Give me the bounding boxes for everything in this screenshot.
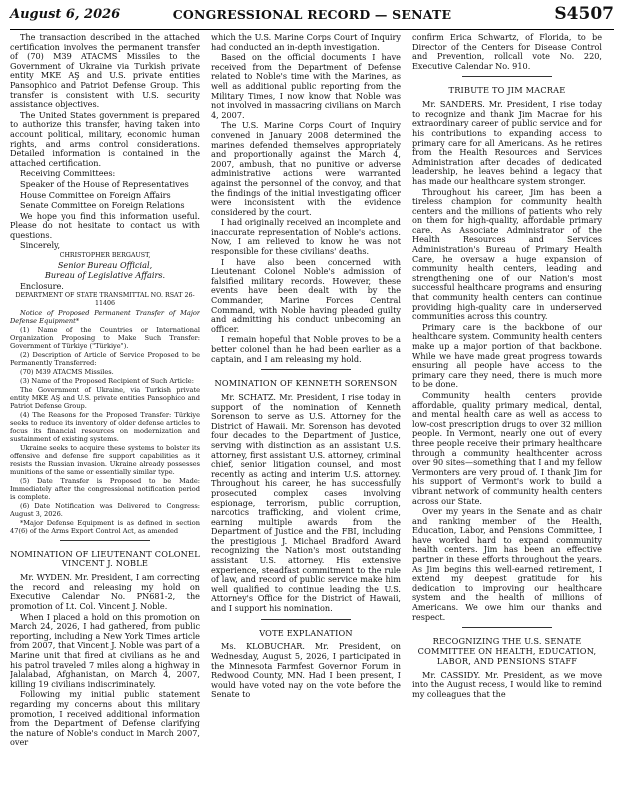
signature-name: CHRISTOPHER BERGAUST,: [59, 252, 151, 260]
notice-footnote: *Major Defense Equipment is as defined in section 47(6) of the Arms Export Control Act, as amended: [10, 518, 200, 535]
body-columns: [10, 33, 614, 798]
paragraph: Primary care is the backbone of our healthcare system. Community health centers make up a major portion of that backbone. While we have made great progress towards ensuring all people have access to the primary care they need, there is much more to be done.: [412, 321, 602, 390]
paragraph: Enclosure.: [20, 280, 64, 291]
section-divider: [60, 540, 150, 541]
committee-item: House Committee on Foreign Affairs: [20, 189, 171, 200]
paragraph: I have also been concerned with Lieutenant Colonel Noble's admission of falsified military records. However, these events have been dealt with by the Commander, Marine Forces Central Command, with Noble having pleaded guilty and admitting his conduct unbecoming an officer.: [211, 256, 401, 334]
paragraph: The United States government is prepared to authorize this transfer, having taken into account political, military, economic human rights, and arms control considerations. Detailed information is contained in the attached certification.: [10, 109, 200, 168]
signature-bureau: Bureau of Legislative Affairs.: [44, 270, 166, 281]
header-date: August 6, 2026: [10, 7, 121, 22]
notice-item: (4) The Reasons for the Proposed Transfer: Türkiye seeks to reduce its inventory of older defense articles to focus its financial resources on modernization and sustainment of existing systems.: [10, 410, 200, 443]
paragraph: We hope you find this information useful. Please do not hesitate to contact us with questions.: [10, 210, 200, 240]
notice-item: (6) Date Notification was Delivered to Congress: August 3, 2026.: [10, 501, 200, 518]
notice-item: (5) Date Transfer is Proposed to be Made: Immediately after the congressional notification period is complete.: [10, 476, 200, 501]
column-3: [412, 33, 602, 798]
paragraph: Ms. KLOBUCHAR. Mr. President, on Wednesday, August 5, 2026, I participated in the Minnesota Farmfest Governor Forum in Redwood County, MN. Had I been present, I would have voted nay on the vote before the Senate to: [211, 641, 401, 700]
section-heading: NOMINATION OF KENNETH SORENSON: [214, 378, 398, 389]
paragraph: Mr. WYDEN. Mr. President, I am correcting the record and releasing my hold on Executive Calendar No. PN681-2, the promotion of Lt. Col. Vincent J. Noble.: [10, 572, 200, 611]
notice-item: (2) Description of Article of Service Proposed to be Permanently Transferred:: [10, 350, 200, 367]
paragraph: Throughout his career, Jim has been a tireless champion for community health centers and the millions of patients who rely on them for high-quality, affordable primary care. As Associate Administrator of the Health Resources and Services Administration's Bureau of Primary Health Care, he oversaw a huge expansion of community health centers, leading and strengthening one of our Nation's most successful healthcare programs and ensuring that community health centers can continue providing high-quality care in underserved communities across this country.: [412, 186, 602, 322]
paragraph: Community health centers provide affordable, quality primary medical, dental, and mental health care as well as access to low-cost prescription drugs to over 32 million people. In Vermont, nearly one out of every three people receive their primary healthcare through a community healthcenter across over 90 sites—something that I and my fellow Vermonters are very proud of. I thank Jim for his support of Vermont's work to build a vibrant network of community health centers across our State.: [412, 389, 602, 506]
paragraph: Receiving Committees:: [20, 168, 116, 179]
header-page-number: S4507: [554, 4, 614, 24]
paragraph: I had originally received an incomplete and inaccurate representation of Noble's actions. Now, I am relieved to know he was not responsible for these civilians' deaths.: [211, 217, 401, 257]
notice-title: Notice of Proposed Permanent Transfer of Major Defense Equipment*: [10, 308, 200, 325]
committee-item: Speaker of the House of Representatives: [20, 178, 189, 189]
paragraph: Sincerely,: [20, 240, 61, 251]
section-divider: [261, 619, 351, 620]
paragraph: Mr. SCHATZ. Mr. President, I rise today in support of the nomination of Kenneth Sorenson to serve as U.S. Attorney for the District of Hawaii. Mr. Sorenson has devoted four decades to the Department of Justice, serving with distinction as an assistant U.S. attorney, first assistant U.S. attorney, criminal chief, senior litigation counsel, and most recently as acting and interim U.S. attorney. Throughout his career, he has successfully prosecuted complex cases involving espionage, terrorism, public corruption, narcotics trafficking, and violent crime, earning multiple awards from the Department of Justice and the FBI, including the prestigious J. Michael Bradford Award recognizing the Nation's most outstanding assistant U.S. attorney. His extensive experience, steadfast commitment to the rule of law, and record of public service make him well qualified to continue leading the U.S. Attorney's Office for the District of Hawaii, and I support his nomination.: [211, 391, 401, 614]
column-2: [211, 33, 401, 798]
section-divider: [261, 369, 351, 370]
paragraph: Mr. SANDERS. Mr. President, I rise today to recognize and thank Jim Macrae for his extraordinary career of public service and for his contributions to expanding access to primary care for all Americans. As he retires from the Health Resources and Services Administration after decades of dedicated leadership, he leaves behind a legacy that has made our healthcare system stronger.: [412, 99, 602, 186]
header-title: CONGRESSIONAL RECORD — SENATE: [172, 7, 452, 22]
header-rule: [10, 29, 614, 30]
paragraph: I remain hopeful that Noble proves to be a better colonel than he had been earlier as a captain, and I am releasing my hold.: [211, 334, 401, 364]
page-header: [10, 4, 614, 30]
notice-item: (70) M39 ATACMS Missiles.: [20, 367, 114, 376]
paragraph: The transaction described in the attached certification involves the permanent transfer of (70) M39 ATACMS Missiles to the Government of Ukraine via Turkish private entity MKE AŞ and U.S. private entities Pansophico and Patriot Defense Group. This transfer is consistent with U.S. security assistance objectives.: [10, 33, 200, 110]
transmittal-number: DEPARTMENT OF STATE TRANSMITTAL NO. RSAT 26-11406: [15, 292, 195, 308]
section-divider: [462, 76, 552, 77]
notice-item: Ukraine seeks to acquire these systems to bolster its offensive and defense fire support capabilities as it resists the Russian invasion. Ukraine already possesses munitions of the same or essentially similar type.: [10, 443, 200, 476]
section-heading: TRIBUTE TO JIM MACRAE: [448, 85, 566, 96]
section-heading: VOTE EXPLANATION: [259, 627, 353, 638]
committee-item: Senate Committee on Foreign Relations: [20, 200, 185, 211]
section-heading: NOMINATION OF LIEUTENANT COLONEL VINCENT J. NOBLE: [10, 548, 200, 569]
section-heading: RECOGNIZING THE U.S. SENATE COMMITTEE ON HEALTH, EDUCATION, LABOR, AND PENSIONS STAFF: [417, 636, 597, 666]
notice-item: (3) Name of the Proposed Recipient of Such Article:: [20, 376, 194, 385]
signature-title: Senior Bureau Official,: [57, 259, 153, 270]
section-divider: [462, 627, 552, 628]
column-1: [10, 33, 200, 798]
paragraph: which the U.S. Marine Corps Court of Inquiry had conducted an in-depth investigation.: [211, 33, 401, 52]
notice-item: (1) Name of the Countries or International Organization Proposing to Make Such Transfer: Government of Türkiye ("Türkiye").: [10, 325, 200, 350]
paragraph: confirm Erica Schwartz, of Florida, to be Director of the Centers for Disease Control and Prevention, rollcall vote No. 220, Executive Calendar No. 910.: [412, 33, 602, 71]
paragraph: Mr. CASSIDY. Mr. President, as we move into the August recess, I would like to remind my colleagues that the: [412, 669, 602, 699]
paragraph: When I placed a hold on this promotion on March 24, 2026, I had gathered, from public reporting, including a New York Times article from 2007, that Vincent J. Noble was part of a Marine unit that fired at civilians as he and his patrol traveled 7 miles along a highway in Jalalabad, Afghanistan, on March 4, 2007, killing 19 civilians indiscriminately.: [10, 611, 200, 689]
paragraph: Based on the official documents I have received from the Department of Defense related to Noble's time with the Marines, as well as additional public reporting from the Military Times, I now know that Noble was not involved in massacring civilians on March 4, 2007.: [211, 52, 401, 120]
notice-item: The Government of Ukraine, via Turkish private entity MKE AŞ and U.S. private entities Pansophico and Patriot Defense Group.: [10, 385, 200, 410]
paragraph: Over my years in the Senate and as chair and ranking member of the Health, Education, Labor, and Pensions Committee, I have worked hard to expand community health centers. Jim has been an effective partner in these efforts throughout the years. As Jim begins this well-earned retirement, I extend my deepest gratitude for his dedication to improving our healthcare system and the health of millions of Americans. We owe him our thanks and respect.: [412, 506, 602, 622]
paragraph: The U.S. Marine Corps Court of Inquiry convened in January 2008 determined the marines defended themselves appropriately and proportionally against the March 4, 2007, ambush, that no punitive or adverse administrative actions were warranted against the personnel of the convoy, and that the findings of the initial investigating officer were inconsistent with the evidence considered by the court.: [211, 120, 401, 217]
paragraph: Following my initial public statement regarding my concerns about this military promotion, I received additional information from the Department of Defense clarifying the nature of Noble's conduct in March 2007, over: [10, 689, 200, 748]
